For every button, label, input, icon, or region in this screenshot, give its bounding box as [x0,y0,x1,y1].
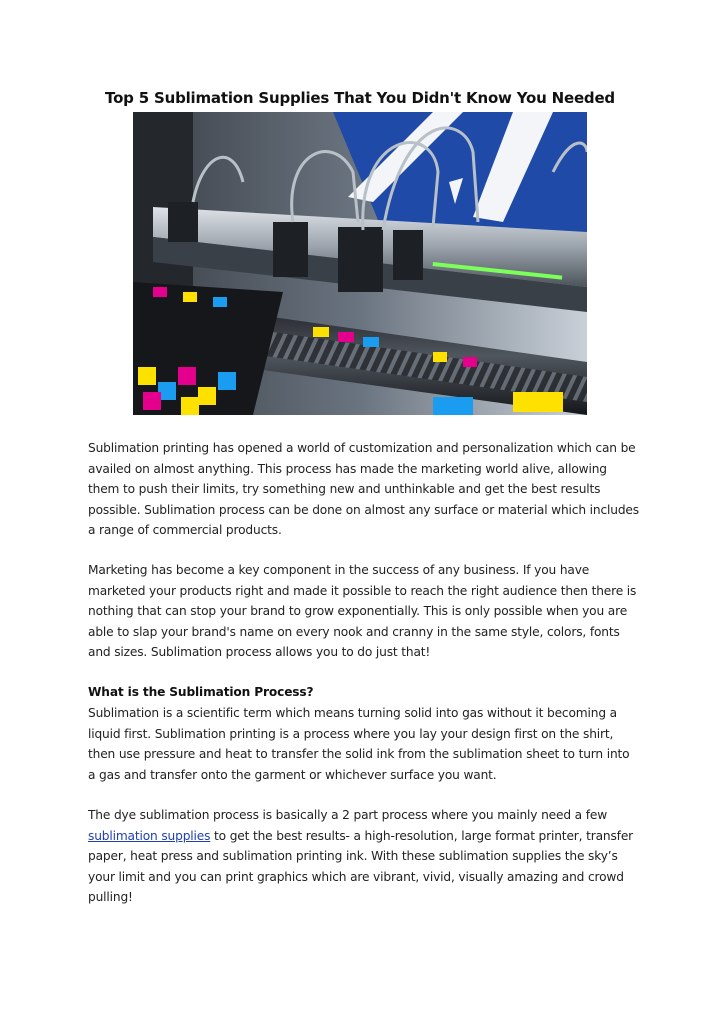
process-paragraph [88,805,640,908]
paragraph-text: Sublimation is a scientific term which means turning solid into gas without it becoming a liquid first. Sublimation printing is a process where you lay your design first on the shirt, then use pressure and heat to transfer the solid ink from the sublimation sheet to turn into a gas and transfer onto the garment or whichever surface you want. [88,706,630,782]
paragraph-text-after: to get the best results- a high-resolution, large format printer, transfer paper, heat press and sublimation printing ink. With these sublimation supplies the sky’s your limit and you can print graphics which are vibrant, vivid, visually amazing and crowd pulling! [88,828,634,905]
paragraph-text-before: The dye sublimation process is basically a 2 part process where you mainly need a few [88,808,608,822]
section-heading: What is the Sublimation Process? [88,685,314,699]
paragraph-text: Sublimation printing has opened a world of customization and personalization which can be availed on almost anything. This process has made the marketing world alive, allowing them to push their limits, try something new and unthinkable and get the best results possible. Sublimation process can be done on almost any surface or material which includes a range of commercial products. [88,441,639,538]
printer-photo-illustration [133,112,587,415]
page-title: Top 5 Sublimation Supplies That You Didn't Know You Needed [105,89,615,107]
intro-paragraph [88,438,640,541]
marketing-paragraph [88,560,640,663]
sublimation-supplies-link[interactable]: sublimation supplies [88,828,211,843]
paragraph-text: Marketing has become a key component in the success of any business. If you have marketed your products right and made it possible to reach the right audience then there is nothing that can stop your brand to grow exponentially. This is only possible when you are able to slap your brand's name on every nook and cranny in the same style, colors, fonts and sizes. Sublimation process allows you to do just that! [88,563,637,660]
hero-printer-image [133,112,587,415]
definition-paragraph [88,703,640,785]
paragraph-text [88,805,640,908]
